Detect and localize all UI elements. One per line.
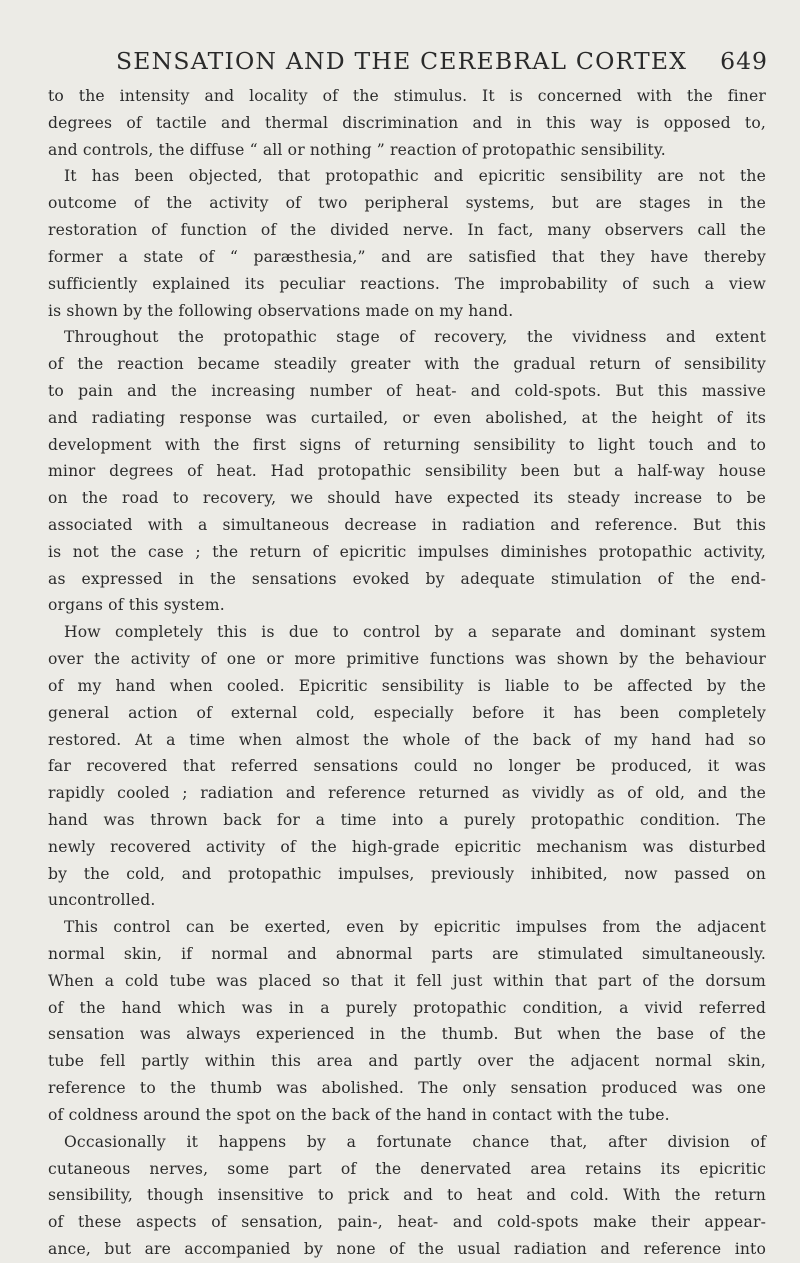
- text-line: rapidly cooled ; radiation and reference returned as vividly as of old, and the: [48, 784, 766, 803]
- paragraph-start-line: Throughout the protopathic stage of recovery, the vividness and extent: [64, 328, 766, 347]
- text-line: normal skin, if normal and abnormal parts are stimulated simultaneously.: [48, 945, 766, 963]
- text-line: restoration of function of the divided nerve. In fact, many observers call the: [48, 221, 766, 240]
- text-line: sensibility, though insensitive to prick and to heat and cold. With the return: [48, 1186, 766, 1205]
- text-line: on the road to recovery, we should have expected its steady increase to be: [48, 489, 766, 508]
- text-line: degrees of tactile and thermal discrimination and in this way is opposed to,: [48, 113, 766, 132]
- text-line: newly recovered activity of the high-grade epicritic mechanism was disturbed: [48, 837, 766, 856]
- text-line: ance, but are accompanied by none of the usual radiation and reference into: [48, 1239, 766, 1258]
- text-line: is shown by the following observations made on my hand.: [48, 301, 514, 320]
- text-line: former a state of “ paræsthesia,” and are satisfied that they have thereby: [48, 247, 766, 266]
- paragraph-start-line: How completely this is due to control by a separate and dominant system: [64, 623, 766, 642]
- page-header: [48, 47, 768, 77]
- text-line: to pain and the increasing number of heat- and cold-spots. But this massive: [48, 381, 766, 400]
- paragraph-start-line: Occasionally it happens by a fortunate chance that, after division of: [64, 1132, 766, 1151]
- text-line: to the intensity and locality of the stimulus. It is concerned with the finer: [48, 87, 766, 105]
- text-line: is not the case ; the return of epicritic impulses diminishes protopathic activity,: [48, 542, 766, 561]
- text-line: cutaneous nerves, some part of the denervated area retains its epicritic: [48, 1159, 766, 1178]
- paragraph-start-line: It has been objected, that protopathic and epicritic sensibility are not the: [64, 167, 766, 186]
- page-number: 649: [720, 47, 768, 75]
- text-line: over the activity of one or more primitive functions was shown by the behaviour: [48, 650, 766, 669]
- text-line: of my hand when cooled. Epicritic sensibility is liable to be affected by the: [48, 676, 766, 695]
- text-line: outcome of the activity of two peripheral systems, but are stages in the: [48, 194, 766, 213]
- text-line: of coldness around the spot on the back of the hand in contact with the tube.: [48, 1105, 670, 1124]
- text-line: restored. At a time when almost the whole of the back of my hand had so: [48, 730, 766, 749]
- text-line: minor degrees of heat. Had protopathic sensibility been but a half-way house: [48, 462, 766, 481]
- text-line: tube fell partly within this area and partly over the adjacent normal skin,: [48, 1052, 766, 1071]
- text-line: When a cold tube was placed so that it fell just within that part of the dorsum: [48, 971, 766, 990]
- text-line: sensation was always experienced in the thumb. But when the base of the: [48, 1025, 766, 1044]
- text-line: as expressed in the sensations evoked by adequate stimulation of the end-: [48, 569, 766, 588]
- text-line: organs of this system.: [48, 596, 225, 615]
- paragraph-start-line: This control can be exerted, even by epicritic impulses from the adjacent: [64, 918, 766, 937]
- text-line: and radiating response was curtailed, or even abolished, at the height of its: [48, 408, 766, 427]
- text-line: by the cold, and protopathic impulses, previously inhibited, now passed on: [48, 864, 766, 883]
- text-line: general action of external cold, especially before it has been completely: [48, 703, 766, 722]
- text-line: associated with a simultaneous decrease in radiation and reference. But this: [48, 516, 766, 534]
- text-line: sufficiently explained its peculiar reactions. The improbability of such a view: [48, 274, 766, 293]
- text-line: development with the first signs of returning sensibility to light touch and to: [48, 435, 766, 454]
- text-line: and controls, the diffuse “ all or nothing ” reaction of protopathic sensibility.: [48, 140, 666, 159]
- text-line: of the reaction became steadily greater with the gradual return of sensibility: [48, 355, 766, 374]
- text-line: uncontrolled.: [48, 891, 156, 910]
- text-line: of these aspects of sensation, pain-, heat- and cold-spots make their appear-: [48, 1213, 766, 1232]
- text-line: far recovered that referred sensations could no longer be produced, it was: [48, 757, 766, 776]
- text-line: of the hand which was in a purely protopathic condition, a vivid referred: [48, 998, 766, 1017]
- running-head: SENSATION AND THE CEREBRAL CORTEX: [116, 47, 688, 75]
- body-text: [48, 83, 766, 1263]
- text-line: reference to the thumb was abolished. The only sensation produced was one: [48, 1079, 766, 1098]
- text-line: hand was thrown back for a time into a purely protopathic condition. The: [48, 810, 766, 829]
